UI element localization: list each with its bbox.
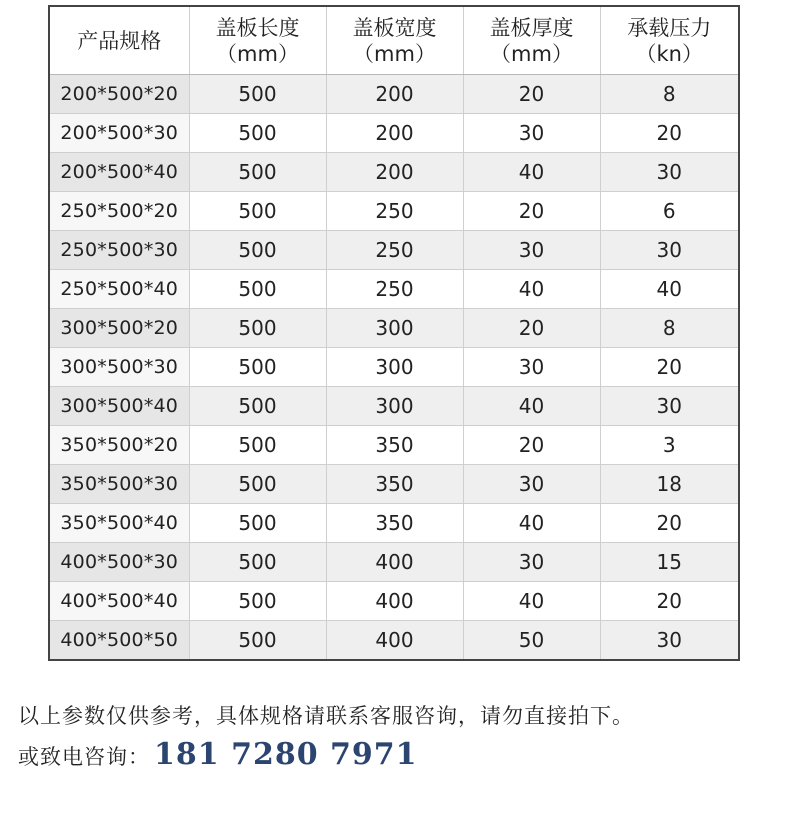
contact-phone-number[interactable]: 181 7280 7971 <box>154 737 418 772</box>
cell-width: 200 <box>326 75 463 114</box>
cell-load: 8 <box>600 309 739 348</box>
cell-width: 300 <box>326 348 463 387</box>
cell-length: 500 <box>189 348 326 387</box>
header-label: 产品规格 <box>77 28 162 53</box>
cell-length: 500 <box>189 75 326 114</box>
cell-spec: 350*500*30 <box>49 465 189 504</box>
header-label: 盖板宽度 <box>352 15 437 40</box>
cell-spec: 350*500*40 <box>49 504 189 543</box>
cell-thickness: 40 <box>463 504 600 543</box>
cell-width: 350 <box>326 426 463 465</box>
cell-load: 20 <box>600 348 739 387</box>
cell-thickness: 20 <box>463 192 600 231</box>
cell-thickness: 40 <box>463 582 600 621</box>
table-row <box>49 270 739 309</box>
header-unit: （mm） <box>353 41 436 66</box>
cell-spec: 300*500*40 <box>49 387 189 426</box>
cell-thickness: 20 <box>463 75 600 114</box>
cell-length: 500 <box>189 504 326 543</box>
cell-load: 30 <box>600 621 739 661</box>
cell-spec: 400*500*40 <box>49 582 189 621</box>
cell-length: 500 <box>189 543 326 582</box>
header-unit: （mm） <box>216 41 299 66</box>
cell-load: 6 <box>600 192 739 231</box>
table-header-row <box>49 6 739 75</box>
cell-thickness: 20 <box>463 309 600 348</box>
cell-thickness: 40 <box>463 153 600 192</box>
cell-width: 200 <box>326 114 463 153</box>
cell-thickness: 50 <box>463 621 600 661</box>
cell-thickness: 30 <box>463 231 600 270</box>
table-row <box>49 309 739 348</box>
table-row <box>49 348 739 387</box>
cell-thickness: 30 <box>463 114 600 153</box>
table-row <box>49 231 739 270</box>
cell-spec: 250*500*30 <box>49 231 189 270</box>
table-row <box>49 582 739 621</box>
cell-spec: 250*500*20 <box>49 192 189 231</box>
cell-load: 20 <box>600 114 739 153</box>
cell-thickness: 40 <box>463 270 600 309</box>
table-row <box>49 192 739 231</box>
header-length <box>189 6 326 75</box>
cell-length: 500 <box>189 426 326 465</box>
cell-width: 350 <box>326 465 463 504</box>
cell-width: 350 <box>326 504 463 543</box>
spec-table <box>48 5 740 661</box>
cell-spec: 400*500*50 <box>49 621 189 661</box>
cell-spec: 200*500*30 <box>49 114 189 153</box>
table-row <box>49 387 739 426</box>
cell-load: 20 <box>600 504 739 543</box>
disclaimer-note: 以上参数仅供参考，具体规格请联系客服咨询，请勿直接拍下。 <box>18 704 634 728</box>
cell-length: 500 <box>189 465 326 504</box>
table-row <box>49 621 739 661</box>
table-row <box>49 426 739 465</box>
cell-spec: 400*500*30 <box>49 543 189 582</box>
contact-line <box>18 737 418 772</box>
cell-width: 250 <box>326 192 463 231</box>
contact-label: 或致电咨询： <box>18 745 150 769</box>
cell-load: 20 <box>600 582 739 621</box>
cell-width: 400 <box>326 543 463 582</box>
table-row <box>49 114 739 153</box>
cell-width: 300 <box>326 309 463 348</box>
cell-thickness: 40 <box>463 387 600 426</box>
cell-thickness: 30 <box>463 465 600 504</box>
cell-width: 300 <box>326 387 463 426</box>
cell-width: 250 <box>326 270 463 309</box>
cell-length: 500 <box>189 192 326 231</box>
table-row <box>49 75 739 114</box>
cell-length: 500 <box>189 621 326 661</box>
cell-load: 30 <box>600 153 739 192</box>
table-body <box>49 75 739 661</box>
cell-width: 400 <box>326 621 463 661</box>
cell-length: 500 <box>189 231 326 270</box>
cell-load: 18 <box>600 465 739 504</box>
header-unit: （mm） <box>490 41 573 66</box>
cell-spec: 300*500*30 <box>49 348 189 387</box>
cell-load: 8 <box>600 75 739 114</box>
cell-length: 500 <box>189 309 326 348</box>
cell-thickness: 30 <box>463 348 600 387</box>
table-row <box>49 504 739 543</box>
cell-load: 30 <box>600 387 739 426</box>
header-label: 承载压力 <box>627 15 712 40</box>
cell-load: 15 <box>600 543 739 582</box>
cell-thickness: 30 <box>463 543 600 582</box>
cell-width: 250 <box>326 231 463 270</box>
cell-width: 200 <box>326 153 463 192</box>
table-row <box>49 465 739 504</box>
header-unit: （kn） <box>635 41 703 66</box>
cell-spec: 250*500*40 <box>49 270 189 309</box>
cell-length: 500 <box>189 270 326 309</box>
header-width <box>326 6 463 75</box>
header-spec <box>49 6 189 75</box>
table-row <box>49 543 739 582</box>
cell-spec: 350*500*20 <box>49 426 189 465</box>
cell-length: 500 <box>189 153 326 192</box>
cell-load: 3 <box>600 426 739 465</box>
cell-thickness: 20 <box>463 426 600 465</box>
cell-length: 500 <box>189 387 326 426</box>
cell-length: 500 <box>189 114 326 153</box>
header-label: 盖板厚度 <box>489 15 574 40</box>
cell-spec: 300*500*20 <box>49 309 189 348</box>
cell-length: 500 <box>189 582 326 621</box>
cell-spec: 200*500*40 <box>49 153 189 192</box>
cell-load: 30 <box>600 231 739 270</box>
cell-width: 400 <box>326 582 463 621</box>
header-thickness <box>463 6 600 75</box>
header-load <box>600 6 739 75</box>
cell-load: 40 <box>600 270 739 309</box>
cell-spec: 200*500*20 <box>49 75 189 114</box>
header-label: 盖板长度 <box>215 15 300 40</box>
table-row <box>49 153 739 192</box>
